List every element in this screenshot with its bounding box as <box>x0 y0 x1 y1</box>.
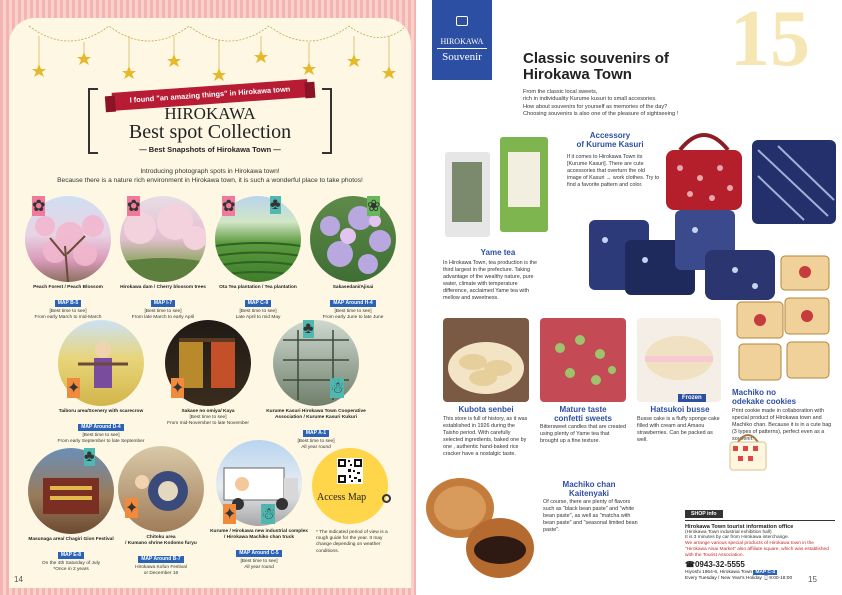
map-badge: MAP B-5 <box>55 300 81 307</box>
maple-leaf-icon: ✦ <box>171 380 185 397</box>
cookie-body: Print cookie made in collaboration with special product of Hirokawa town and Machiko chan. Because it is in a cute bag (3 types of patterns), perfect even as a souvenir. <box>732 408 832 442</box>
yame-title: Yame tea <box>480 248 516 257</box>
page-number-left: 14 <box>14 575 23 584</box>
spot-name: Sakasedani/Ajisai <box>332 285 374 290</box>
spot-name: Sakase no omiya/ Kaya <box>181 409 235 414</box>
spot-season: [Best time to see] From late March to early April <box>131 309 195 320</box>
kasuri-title: Accessory of Kurume Kasuri <box>576 131 644 149</box>
tree-icon: ♣ <box>270 196 281 213</box>
hatsukoi-busse-image <box>637 318 721 402</box>
shop-market-note: We arrange various special products of Hirokawa town in the "Hirokawa Aisai Market" also affiliate square, which was established with the Tourist Association. <box>685 541 829 558</box>
header-ribbon: I found "an amazing things" in Hirokawa town <box>112 79 309 111</box>
shop-name: Hirokawa Town tourist information office <box>685 524 794 530</box>
blossom-icon: ✿ <box>127 198 141 215</box>
spot-card <box>148 320 268 427</box>
spot-season: [Best time to see] From early September to late September <box>57 433 145 444</box>
shop-map-badge: MAP C-4 <box>755 570 776 575</box>
spot-season: [Best time to see] All year round <box>240 559 278 570</box>
shop-info-box <box>685 520 835 581</box>
spot-name: Chitoku area / Kumano shrine Kodomo furyu <box>125 535 197 546</box>
spot-season: [Best time to see] From mid-November to late November <box>167 415 249 426</box>
souvenir-title-line1: Classic souvenirs of <box>523 50 669 67</box>
spot-card <box>199 440 319 571</box>
cookie-title: Machiko no odekake cookies <box>732 388 797 406</box>
map-badge: MAP I-7 <box>151 300 175 307</box>
confetti-title: Mature taste confetti sweets <box>554 405 612 423</box>
spot-name: Kurume Kasuri Hirokawa Town Cooperative Association / Kurume Kasuri Kukuri <box>266 409 366 420</box>
cookie-bag-image <box>728 428 768 472</box>
spot-season: Hirokawa Kofun Festival or December 16 <box>135 565 187 576</box>
yame-tea-image <box>440 132 555 242</box>
spot-name: Taiboru area/Scenery with scarecrow <box>58 409 144 414</box>
spot-name: Masunaga area/ Chagiri Gion Festival <box>28 537 114 542</box>
maple-leaf-icon: ✦ <box>67 380 81 397</box>
spot-name: Kurume / Hirokawa new industrial complex / Hirokawa Machiko chan truck <box>210 529 308 540</box>
kaiten-body: Of course, there are plenty of flavors such as "black bean paste" and "white bean paste", as well as "matcha with bean paste" and "seasonal limited bean paste". <box>543 499 638 533</box>
page-number-right: 15 <box>808 575 817 584</box>
shop-address: Hiyoshi 1964-6, Hirokawa Town <box>685 570 753 575</box>
kodomo-furyu-photo <box>118 446 204 532</box>
tag-top-text: HIROKAWA <box>437 37 487 49</box>
tag-bottom-text: Souvenir <box>442 51 482 63</box>
best-spot-subtitle: — Best Snapshots of Hirokawa Town — <box>139 145 281 154</box>
bag-icon <box>456 16 468 26</box>
spot-card <box>256 320 376 451</box>
frozen-badge: Frozen <box>678 394 706 402</box>
spot-card <box>293 196 413 321</box>
best-spot-title-line1: HIROKAWA <box>164 104 256 123</box>
kubota-body: This store is full of history, as it was established in 1926 during the Taisho period. With carefully selected ingredients, baked one by one , authentic hand-baked rice cracker have a nostalgic taste. <box>443 416 528 457</box>
star-garland <box>9 18 411 88</box>
map-badge: MAP E-8 <box>58 552 84 559</box>
busse-title: Hatsukoi busse <box>650 405 710 414</box>
maple-leaf-icon: ✦ <box>223 506 237 523</box>
page-big-number: 15 <box>730 0 810 83</box>
blossom-icon: ✿ <box>32 198 46 215</box>
kasuri-body: If it comes to Hirokawa Town its [Kurume Kasuri]. There are cute accessories that overturn the old image of Kasuri → work clothes. Try to find a favorite pattern and color. <box>567 154 660 188</box>
map-badge: MAP Around D-4 <box>78 424 123 431</box>
kubota-title: Kubota senbei <box>458 405 514 414</box>
souvenir-tag <box>432 0 492 80</box>
snowman-icon: ☃ <box>330 380 345 397</box>
kaiten-title: Machiko chan Kaitenyaki <box>562 480 616 498</box>
kaitenyaki-image <box>420 470 540 582</box>
access-map-label: Access Map <box>317 492 367 503</box>
kasuri-bag-image <box>660 120 748 212</box>
kubota-senbei-image <box>443 318 529 402</box>
map-badge: MAP Around B-7 <box>138 556 183 563</box>
odekake-cookies-image <box>733 252 833 384</box>
snowman-icon: ☃ <box>261 506 276 523</box>
souvenir-intro: From the classic local sweets, rich in individuality Kurume kusuri to small accesories. How about souvenirs for yourself as memories of the day? Choosing souvenirs is also one of the pleasure of sightseeing ! <box>523 89 679 118</box>
best-spot-title-line2: Best spot Collection <box>128 121 292 143</box>
title-bracket-left <box>88 88 98 154</box>
souvenir-title <box>523 51 669 83</box>
shop-directions: It is 3 minutes by car from Hirokawa interchange. <box>685 535 789 540</box>
busse-body: Busse cake is a fluffy sponge cake filled with cream and Amaou strawberries. Can be packed as well. <box>637 416 720 443</box>
spot-season: [Best time to see] All year round <box>297 439 335 450</box>
spot-season: [Best time to see] Late April to mid May <box>235 309 281 320</box>
map-badge: MAP Around H-4 <box>330 300 375 307</box>
tree-icon: ♣ <box>84 448 95 465</box>
shop-info-header: SHOP info <box>685 510 723 518</box>
shop-phone: ☎0943-32-5555 <box>685 560 745 569</box>
hydrangea-photo <box>310 196 396 282</box>
shop-hours: Every Tuesday / New Year's Holiday ⌚9:00-18:00 <box>685 576 793 581</box>
spot-season: [Best time to see] From early June to late June <box>322 309 384 320</box>
title-bracket-right <box>322 88 332 154</box>
leaf-icon: ❀ <box>367 198 381 215</box>
confetti-sweets-image <box>540 318 626 402</box>
confetti-body: Bittersweet candles that are created using plenty of Yame tea that brought up a fine texture. <box>540 424 626 444</box>
spot-name: Peach Forest / Peach Blossom <box>33 285 103 290</box>
magnifier-icon <box>382 494 391 503</box>
tree-icon: ♣ <box>303 320 314 337</box>
map-badge: MAP A-1 <box>303 430 329 437</box>
maple-leaf-icon: ✦ <box>125 500 139 517</box>
souvenir-title-line2: Hirokawa Town <box>523 66 632 83</box>
spot-card <box>41 320 161 445</box>
shop-subname: (Hirokawa Town industrial exhibition hall) <box>685 530 772 535</box>
kasuri-workshop-photo <box>273 320 359 406</box>
spot-name: Hirokawa dam / Cherry blossom trees <box>120 285 206 290</box>
map-badge: MAP Around C-5 <box>236 550 281 557</box>
spot-name: Ota Tea plantation / Tea plantation <box>219 285 297 290</box>
best-spot-intro: Introducing photograph spots in Hirokawa town! Because there is a nature rich environment in Hirokawa town, it is such a wonderful place to take photos! <box>57 168 363 184</box>
blossom-icon: ✿ <box>222 198 236 215</box>
map-badge: MAP C-9 <box>245 300 271 307</box>
yame-body: In Hirokawa Town, tea production is the third largest in the prefecture. Taking advantage of the wealthy nature, pure water, climate with temperature difference, acclaimed Yame tea with mellow and sweetness. <box>443 260 537 301</box>
access-note: * The indicated period of view is a rough guide for the year. It may change depending on weather conditions. <box>316 530 388 554</box>
spot-season: [Best time to see] From early March to mid-March <box>34 309 102 320</box>
spot-season: On the 4th Saturday of July *Once in 2 years <box>41 561 101 572</box>
qr-code-icon[interactable] <box>337 458 363 484</box>
